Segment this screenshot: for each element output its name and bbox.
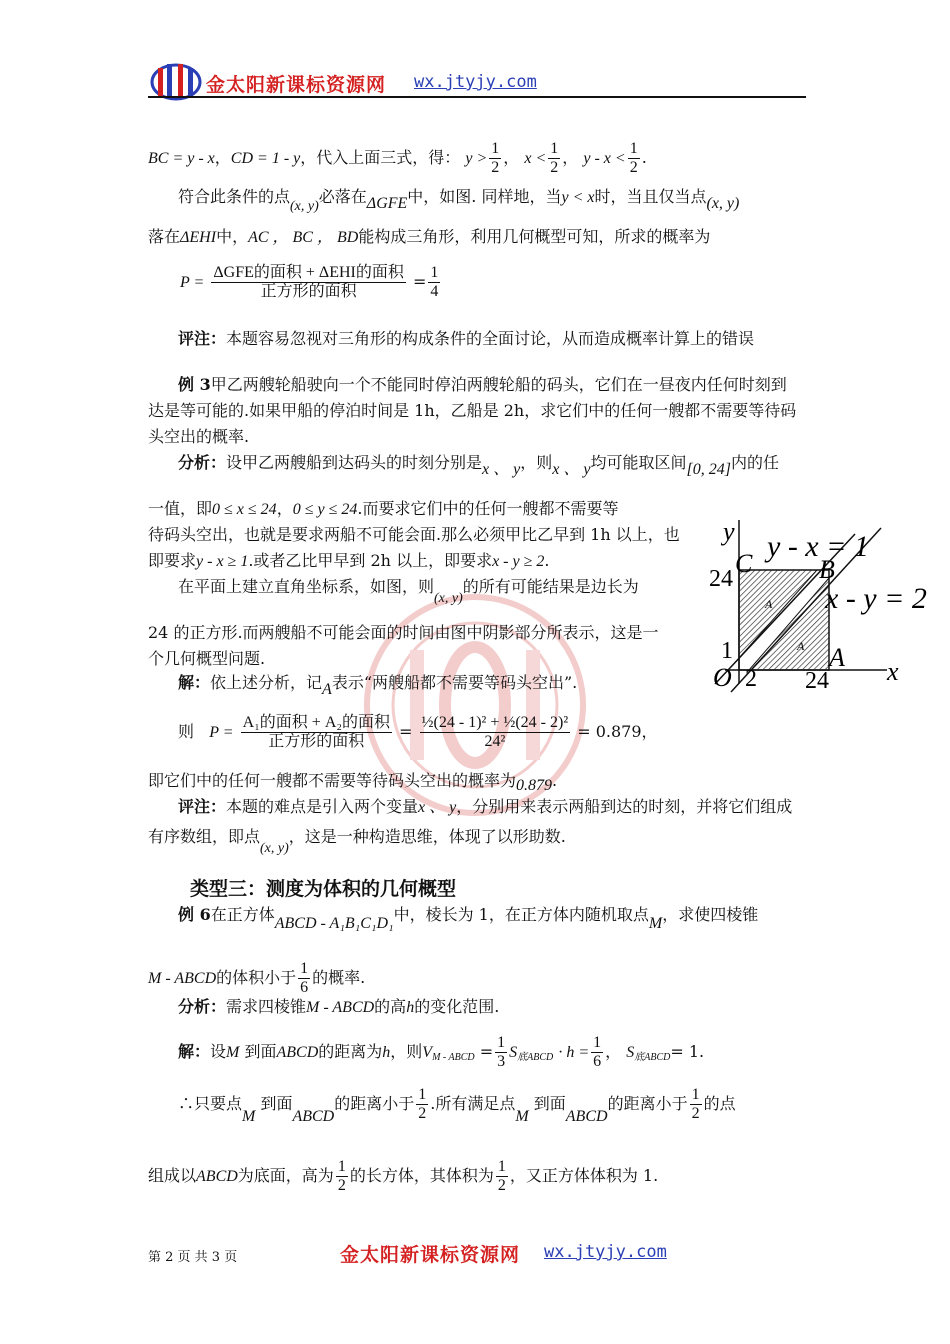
text-line: 个几何概型问题. — [148, 649, 266, 668]
header-url[interactable]: wx.jtyjy.com — [414, 72, 537, 92]
footer-url[interactable]: wx.jtyjy.com — [544, 1242, 667, 1262]
example-6: 例 6在正方体ABCD - A₁B₁C₁D₁中，棱长为 1，在正方体内随机取点M，求使四棱锥 — [178, 905, 759, 932]
footer-brand: 金太阳新课标资源网 — [340, 1244, 521, 1266]
label-A: A — [829, 643, 845, 672]
note-1: 评注：本题容易忽视对三角形的构成条件的全面讨论，从而造成概率计算上的错误 — [178, 329, 755, 348]
section-heading: 类型三：测度为体积的几何概型 — [190, 878, 457, 900]
label-O: O — [713, 663, 732, 692]
text-line: 达是等可能的.如果甲船的停泊时间是 1h，乙船是 2h，求它们中的任何一艘都不需要等待码 — [148, 401, 797, 420]
text-line: 待码头空出，也就是要求两船不可能会面.那么必须甲比乙早到 1h 以上，也 — [148, 525, 680, 544]
tick-1: 1 — [721, 638, 733, 664]
tick-2: 2 — [745, 666, 757, 692]
label-a1: A — [765, 597, 773, 611]
analysis-6: 分析：需求四棱锥M - ABCD的高h的变化范围. — [178, 997, 500, 1016]
text-line: 符合此条件的点(x, y)必落在ΔGFE中，如图. 同样地，当y < x时，当且仅当点(x, y) — [178, 187, 740, 214]
text-line: 头空出的概率. — [148, 427, 250, 446]
tick-24-y: 24 — [709, 566, 733, 592]
solution-line: 解：依上述分析，记A表示“两艘船都不需要等码头空出”. — [178, 673, 578, 698]
text-line: 即要求y - x ≥ 1.或者乙比甲早到 2h 以上，即要求x - y ≥ 2. — [148, 551, 550, 570]
label-a2: A — [797, 639, 805, 653]
text-line: 组成以ABCD为底面，高为 $\frac{1}{2}$ 的长方体，其体积为 $\frac{1}{2}$ ，又正方体体积为 1. — [148, 1158, 659, 1194]
tick-24-x: 24 — [805, 668, 829, 694]
text-line: BC = y - x，CD = 1 - y，代入上面三式，得： y > $\frac{1}{2}$ ， x < $\frac{1}{2}$ ， y - x < $\frac{1}{2}$ . — [148, 140, 647, 176]
therefore-line: ∴只要点M 到面ABCD的距离小于 $\frac{1}{2}$ .所有满足点M 到面ABCD的距离小于 $\frac{1}{2}$ 的点 — [178, 1086, 736, 1125]
note-2: 评注：本题的难点是引入两个变量x 、 y，分别用来表示两船到达的时刻，并将它们组成 — [178, 797, 793, 816]
formula-p: P = $\frac{\text{ΔGFE的面积 + ΔEHI的面积}}{\text{正方形的面积}}$ = $\frac{1}{4}$ — [180, 264, 439, 300]
text-line: M - ABCD的体积小于 $\frac{1}{6}$ 的概率. — [148, 960, 366, 996]
label-C: C — [735, 549, 753, 578]
text-line: 24 的正方形.而两艘船不可能会面的时间由图中阴影部分所表示，这是一 — [148, 623, 659, 642]
text-line: 一值，即0 ≤ x ≤ 24，0 ≤ y ≤ 24.而要求它们中的任何一艘都不需要等 — [148, 499, 619, 518]
formula-probability: 则 P = $\frac{\text{A₁的面积 + A₂的面积}}{\text{正方形的面积}}$ = $\frac{\text{½(24 - 1)² + ½(24 - 2)²}}{\text{24²}}$ = 0.879， — [178, 714, 658, 750]
label-x-axis: x — [887, 657, 899, 686]
header-rule — [148, 96, 806, 98]
text-line: 即它们中的任何一艘都不需要等待码头空出的概率为0.879. — [148, 771, 558, 794]
text-line: 在平面上建立直角坐标系，如图，则(x, y)的所有可能结果是边长为 — [178, 577, 639, 606]
analysis-line: 分析：设甲乙两艘船到达码头的时刻分别是x 、 y，则x 、 y均可能取区间[0, 24]内的任 — [178, 453, 779, 478]
label-line1: y - x = 1 — [767, 530, 869, 563]
header-logo — [148, 62, 204, 106]
text-line: 有序数组，即点(x, y)，这是一种构造思维，体现了以形助数. — [148, 827, 566, 856]
label-line2: x - y = 2 — [825, 582, 927, 615]
header-brand: 金太阳新课标资源网 — [206, 74, 387, 96]
label-y-axis: y — [723, 517, 735, 546]
coordinate-figure — [705, 512, 927, 694]
example-3: 例 3甲乙两艘轮船驶向一个不能同时停泊两艘轮船的码头，它们在一昼夜内任何时刻到 — [178, 375, 787, 394]
label-B: B — [819, 555, 835, 584]
solution-6: 解：设M 到面ABCD的距离为h，则$V_{M - ABCD}$ = $\frac{1}{3}$ $S_{底ABCD} \cdot h$ = $\frac{1}{6}$ ， $S_{底ABCD}= 1$. — [178, 1034, 705, 1070]
footer-page-number: 第 2 页 共 3 页 — [148, 1250, 238, 1265]
text-line: 落在ΔEHI中，AC ， BC ， BD能构成三角形，利用几何概型可知，所求的概率为 — [148, 227, 711, 246]
